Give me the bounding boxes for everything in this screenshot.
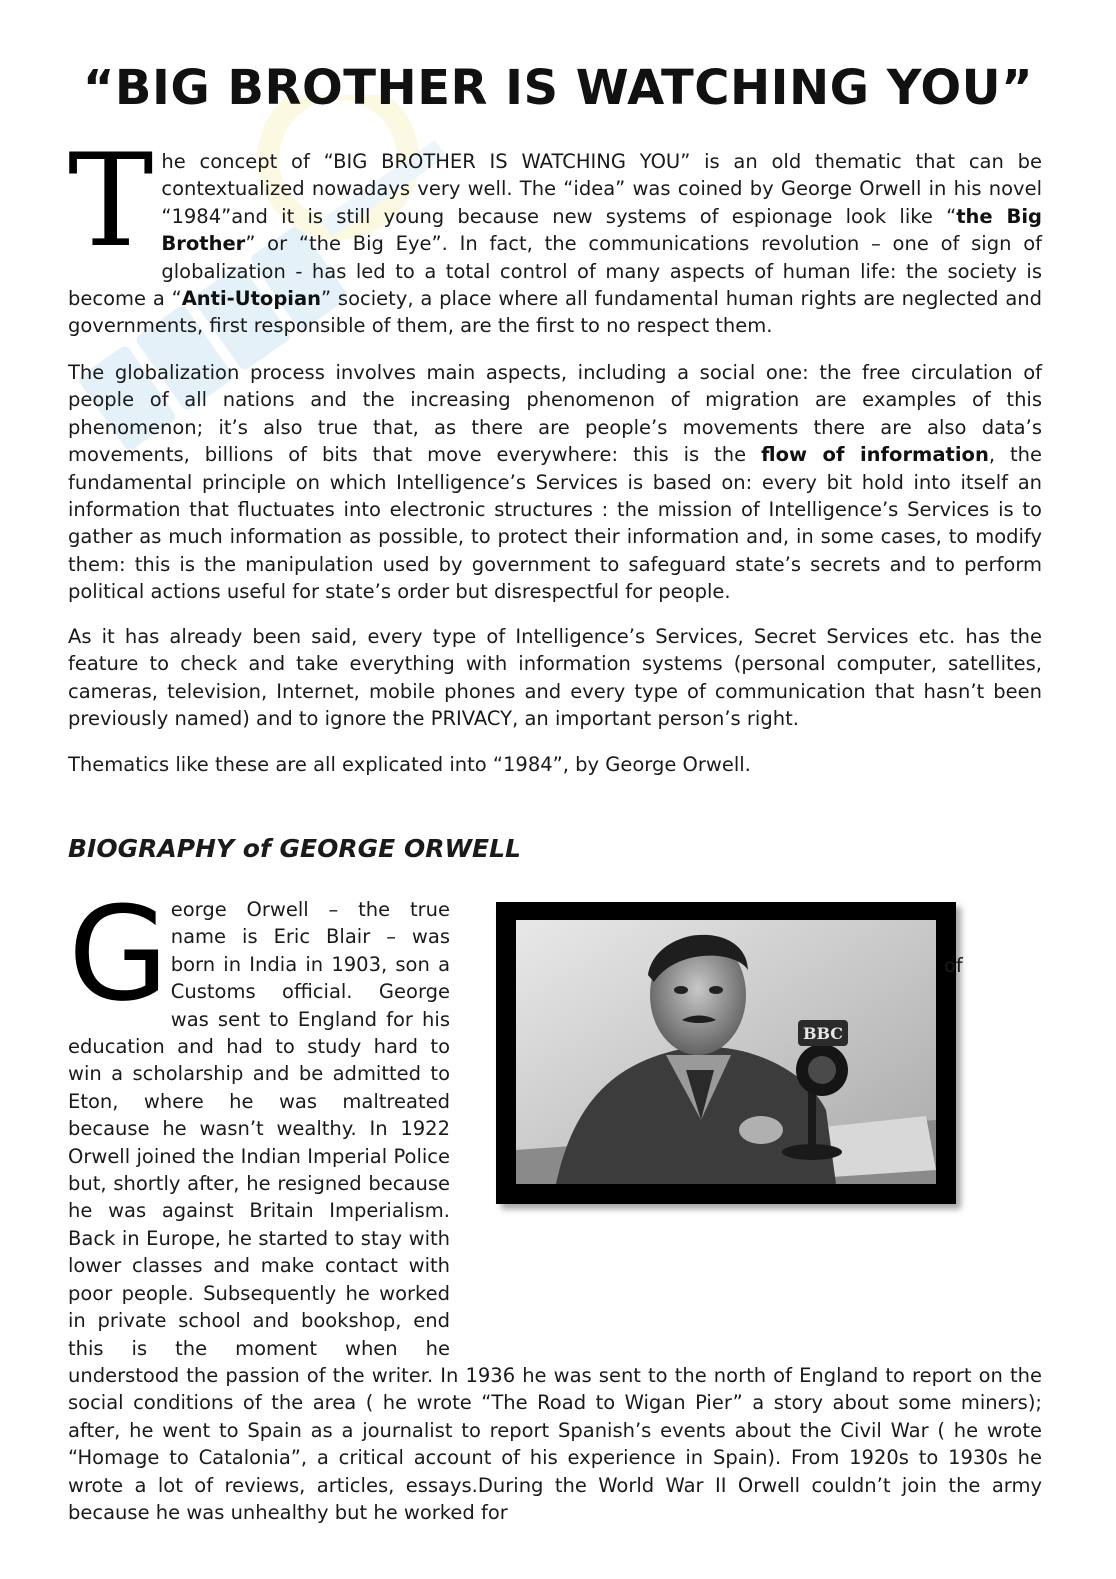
drop-cap-t: T <box>68 127 154 276</box>
bbc-label: BBC <box>802 1024 844 1043</box>
globalization-bold-flow: flow of information <box>761 443 989 467</box>
orwell-photo-illustration <box>516 920 936 1184</box>
intro-text-2: ” or “the Big Eye”. In fact, the communications revolution – one of sign of globalization - has led to a total control of many aspects of human life: the society is become a “ <box>68 232 1042 311</box>
intro-bold-anti-utopian: Anti-Utopian <box>181 287 321 311</box>
intro-bold-big-brother: the Big Brother <box>161 204 1042 256</box>
globalization-paragraph <box>68 359 1042 606</box>
biography-text <box>68 878 1042 1526</box>
orwell-photo <box>516 920 936 1184</box>
intro-text-3: ” society, a place where all fundamental human rights are neglected and governments, first responsible of them, are the first to no respect them. <box>68 287 1043 338</box>
biography-text-b: a Customs official. George was sent to England for his education and had to study hard to win a scholarship and be admitted to Eton, where he was maltreated because he wasn’t wealthy. In 1922 Orwell joined the Indian Imperial Police but, shortly after, he resigned because he was against Britain Imperialism. Back in Europe, he started to stay with lower classes and make contact with poor people. Subsequently he worked in private school and bookshop, end this is the moment when he understood the passion of the writer. In 1936 he was sent to the north of England to report on the social conditions of the area ( he wrote “The Road to Wigan Pier” a story about some miners); after, he went to Spain as a journalist to report Spanish’s events about the Civil War ( he wrote “Homage to Catalonia”, a critical account of his experience in Spain). From 1920s to 1930s he wrote a lot of reviews, articles, essays.During the World War II Orwell couldn’t join the army because he was unhealthy but he worked for <box>68 952 1042 1524</box>
document-title: “BIG BROTHER IS WATCHING YOU” <box>82 60 1034 116</box>
biography-stray-of: of <box>944 954 963 977</box>
globalization-text-1: The globalization process involves main aspects, including a social one: the free circulation of people of all nations and the increasing phenomenon of migration are examples of this phenomenon; it’s also true that, as there are people’s movements there are also data’s movements, billions of bits that move everywhere: this is the <box>68 361 1042 467</box>
intro-paragraph <box>68 127 1043 340</box>
globalization-text-2: , the fundamental principle on which Intelligence’s Services is based on: every bit hold into itself an information that fluctuates into electronic structures : the mission of Intelligence’s Services is to gather as much information as possible, to protect their information and, in some cases, to modify them: this is the manipulation used by government to safeguard state’s secrets and to perform political actions useful for state’s order but disrespectful for people. <box>68 443 1042 604</box>
drop-cap-g: G <box>68 878 169 1030</box>
photo-frame <box>496 902 956 1204</box>
intro-text-1: he concept of “BIG BROTHER IS WATCHING YOU” is an old thematic that can be contextualized nowadays very well. The “idea” was coined by George Orwell in his novel “1984”and it is still young because new systems of espionage look like “ <box>161 150 1042 228</box>
thematics-paragraph: Thematics like these are all explicated into “1984”, by George Orwell. <box>68 753 751 776</box>
intelligence-paragraph: As it has already been said, every type of Intelligence’s Services, Secret Services etc. has the feature to check and take everything with information systems (personal computer, satellites, cameras, television, Internet, mobile phones and every type of communication that hasn’t been previously named) and to ignore the PRIVACY, an important person’s right. <box>68 625 1042 731</box>
biography-heading: BIOGRAPHY of GEORGE ORWELL <box>68 834 521 863</box>
biography-text-a: eorge Orwell – the true name is Eric Blair – was born in India in 1903, son <box>170 898 450 976</box>
